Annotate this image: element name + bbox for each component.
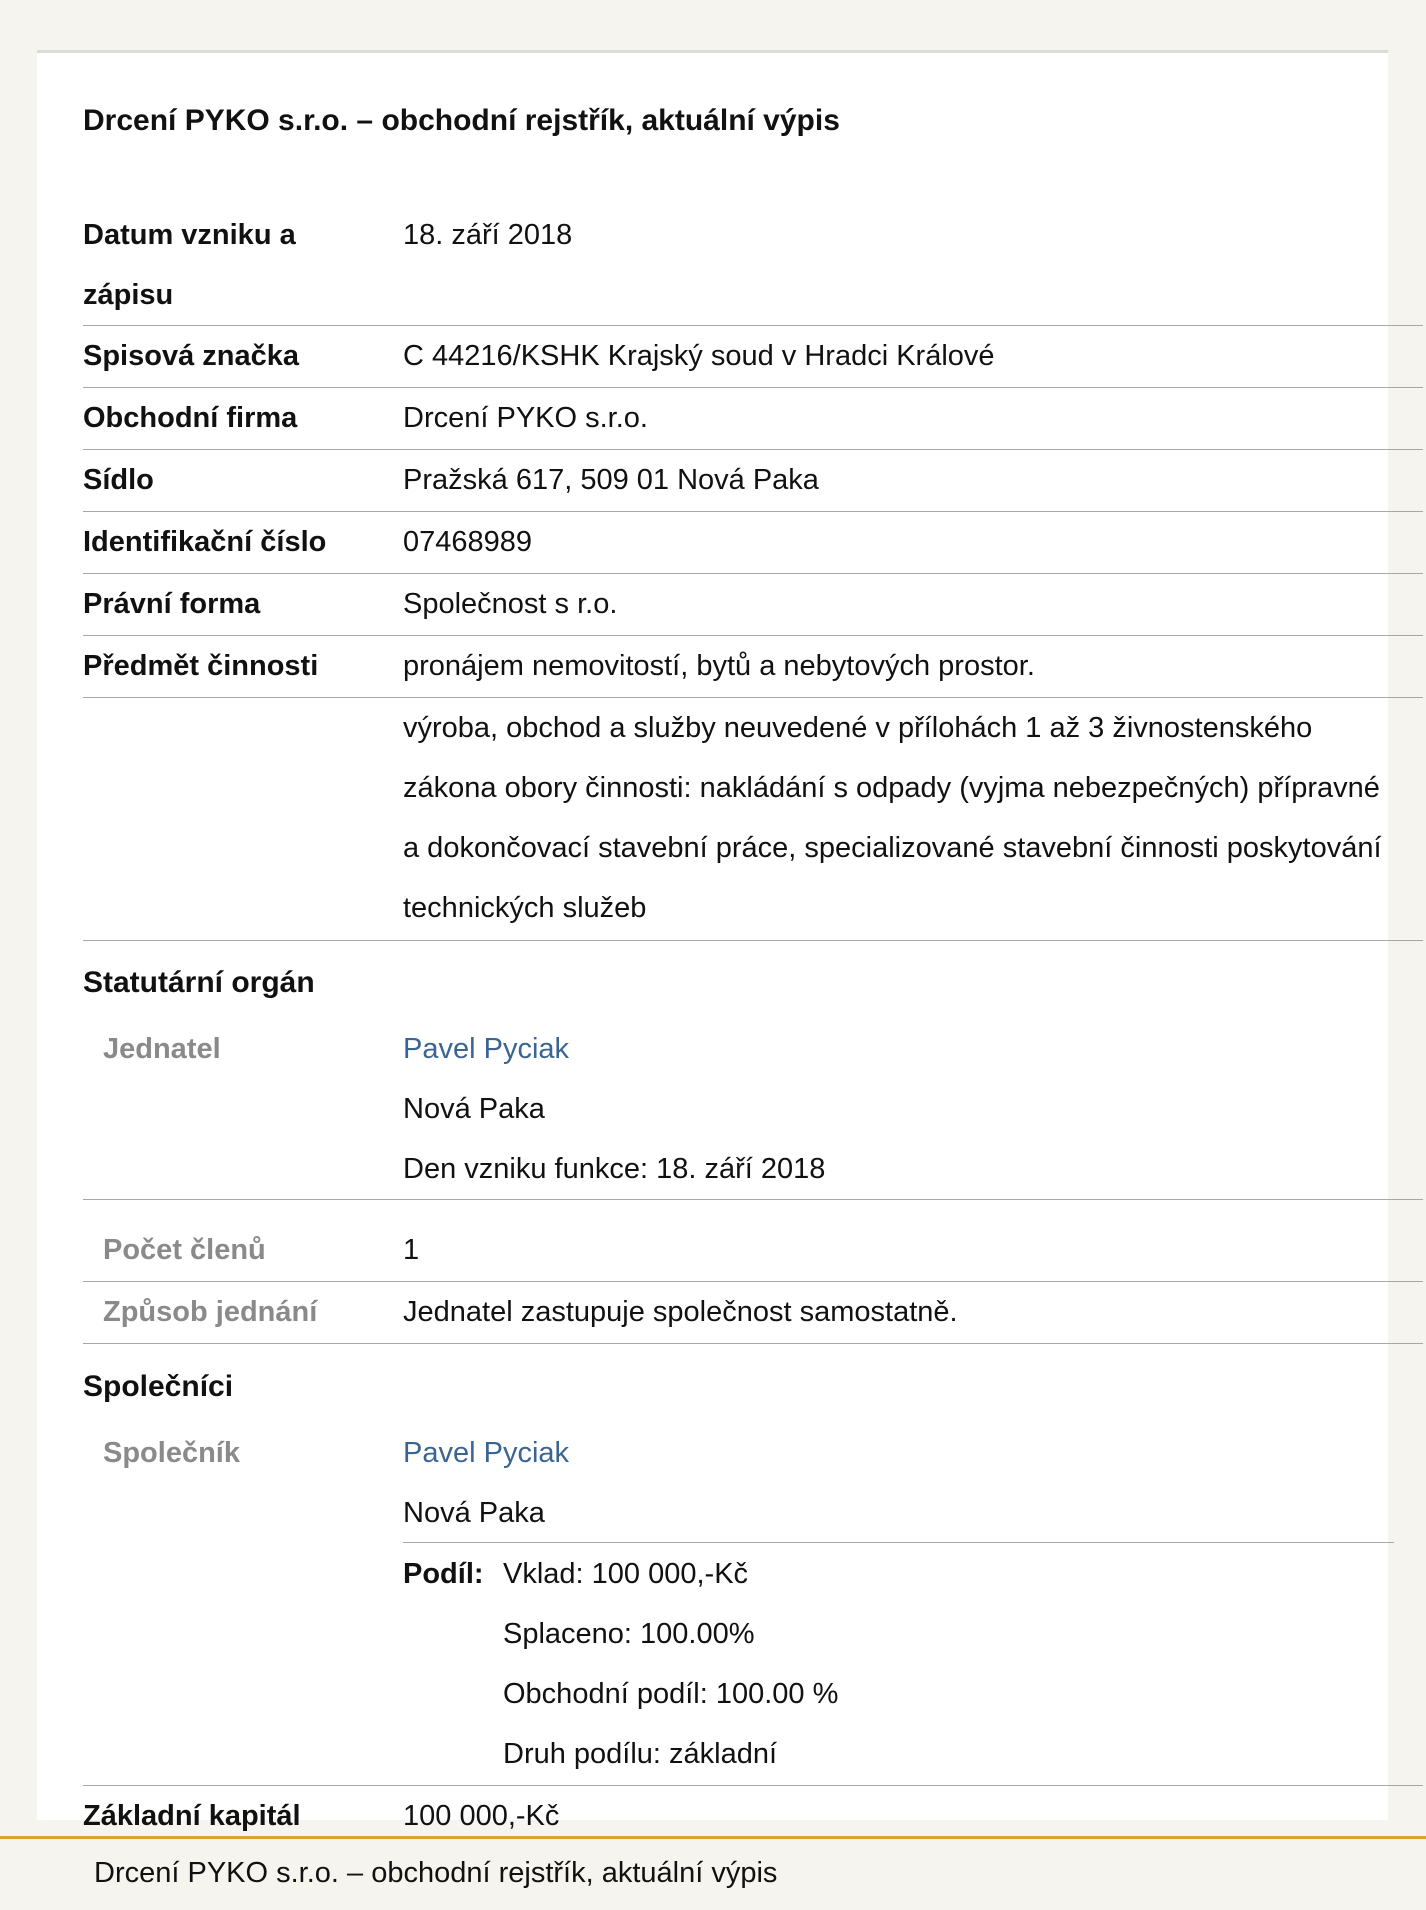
spolecnik-city: Nová Paka: [403, 1497, 545, 1529]
register-card: [37, 50, 1388, 1832]
value-forma: Společnost s r.o.: [403, 588, 618, 620]
section-spolecnici: Společníci: [83, 1370, 234, 1403]
predmet-line-1: výroba, obchod a služby neuvedené v přílohách 1 až 3 živnostenského: [403, 712, 1313, 744]
row-zpusob: [83, 1282, 1423, 1344]
label-sidlo: Sídlo: [83, 464, 154, 496]
jednatel-since: Den vzniku funkce: 18. září 2018: [403, 1153, 826, 1185]
label-ico: Identifikační číslo: [83, 526, 327, 558]
label-spolecnik: Společník: [103, 1437, 240, 1469]
value-kapital: 100 000,-Kč: [403, 1800, 560, 1832]
label-zpusob: Způsob jednání: [103, 1296, 318, 1328]
label-predmet: Předmět činnosti: [83, 650, 319, 682]
section-statutarni: Statutární orgán: [83, 966, 315, 999]
row-sidlo: [83, 450, 1423, 512]
value-datum: 18. září 2018: [403, 219, 573, 251]
row-spolecnik: [83, 1423, 1423, 1786]
jednatel-city: Nová Paka: [403, 1093, 545, 1125]
label-datum-line1: Datum vzniku a: [83, 219, 296, 251]
label-jednatel: Jednatel: [103, 1033, 221, 1065]
jednatel-name-link[interactable]: Pavel Pyciak: [403, 1033, 570, 1065]
label-datum: [83, 205, 296, 325]
value-zpusob: Jednatel zastupuje společnost samostatně.: [403, 1296, 958, 1328]
podil-divider: [403, 1542, 1394, 1543]
label-kapital: Základní kapitál: [83, 1800, 301, 1832]
row-spisova: [83, 326, 1423, 388]
footer-title: Drcení PYKO s.r.o. – obchodní rejstřík, aktuální výpis: [94, 1857, 778, 1889]
label-firma: Obchodní firma: [83, 402, 298, 434]
podil-line-2: Splaceno: 100.00%: [503, 1618, 755, 1650]
label-forma: Právní forma: [83, 588, 261, 620]
page-title: Drcení PYKO s.r.o. – obchodní rejstřík, aktuální výpis: [83, 104, 840, 137]
value-spolecnik: [403, 1423, 1423, 1543]
value-podil: [503, 1544, 838, 1784]
row-ico: [83, 512, 1423, 574]
row-predmet: [83, 636, 1423, 698]
value-predmet-1: pronájem nemovitostí, bytů a nebytových prostor.: [403, 650, 1035, 682]
footer: [0, 1839, 1426, 1910]
value-firma: Drcení PYKO s.r.o.: [403, 402, 648, 434]
value-ico: 07468989: [403, 526, 533, 558]
row-pocet: [83, 1220, 1423, 1282]
value-pocet: 1: [403, 1234, 420, 1266]
spolecnik-name-link[interactable]: Pavel Pyciak: [403, 1437, 570, 1469]
podil-line-1: Vklad: 100 000,-Kč: [503, 1558, 749, 1590]
row-datum: [83, 205, 1423, 326]
label-spisova: Spisová značka: [83, 340, 299, 372]
label-pocet: Počet členů: [103, 1234, 266, 1266]
value-predmet-2: [403, 698, 1423, 938]
predmet-line-4: technických služeb: [403, 892, 647, 924]
label-podil: Podíl:: [403, 1558, 484, 1590]
value-spisova: C 44216/KSHK Krajský soud v Hradci Králové: [403, 340, 995, 372]
podil-line-4: Druh podílu: základní: [503, 1738, 778, 1770]
label-datum-line2: zápisu: [83, 279, 174, 311]
row-jednatel: [83, 1019, 1423, 1200]
value-sidlo: Pražská 617, 509 01 Nová Paka: [403, 464, 819, 496]
row-predmet-2: [83, 698, 1423, 941]
predmet-line-2: zákona obory činnosti: nakládání s odpady (vyjma nebezpečných) přípravné: [403, 772, 1380, 804]
row-forma: [83, 574, 1423, 636]
predmet-line-3: a dokončovací stavební práce, specializované stavební činnosti poskytování: [403, 832, 1382, 864]
row-firma: [83, 388, 1423, 450]
value-jednatel: [403, 1019, 1423, 1199]
podil-line-3: Obchodní podíl: 100.00 %: [503, 1678, 839, 1710]
